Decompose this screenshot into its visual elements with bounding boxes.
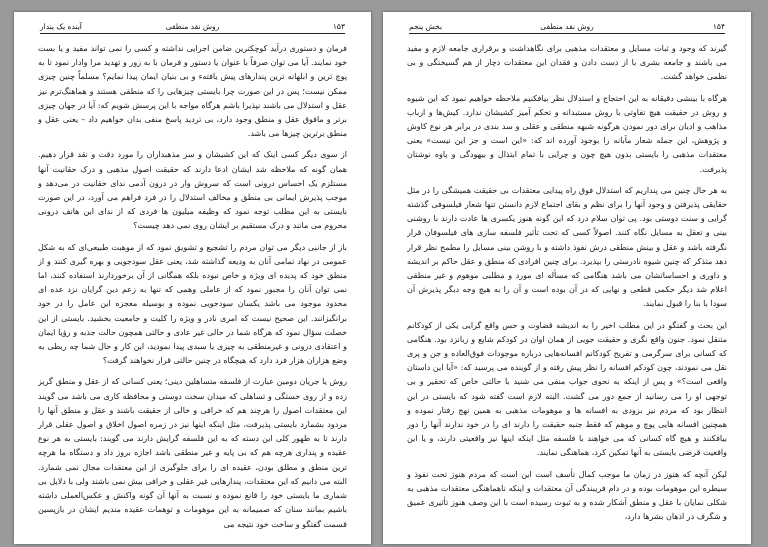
paragraph: از سوی دیگر کسی اینک که این کشیشان و سر مذهبداران را مورد دقت و نقد قرار دهیم. همان گونه که ملاحظه شد ایشان ادعا دارند که حقیقت اصول مذهبی و درک حقانیت آنها مستلزم یک احساس درونی است که سروش وار در درون آدمی ندای حقانیت در می‌دهد و موجب پذیرش ایمانی بی منطق و مخالف استدلال را در فرد فراهم می آورد، در این صورت بایستی به این مطلب توجه نمود که وظیفه میلیون ها فردی که از ندای این هاتف درونی محروم می مانند و درک مستقیم بر ایشان روی نمی دهد چیست؟	[38, 150, 347, 231]
right-page	[383, 12, 751, 544]
header-chapter-title: روش نقد منطقی	[165, 22, 220, 31]
page-body	[407, 42, 727, 536]
left-page	[14, 12, 371, 544]
paragraph: لیکن آنچه که هنوز در زمان ما موجب کمال تأسف است این است که مردم هنوز تحت نفوذ و سیطره این موهومات بوده و در دام فریبندگی آن معتقدات و اینکه ناهماهنگی معتقدات مذهبی به شکلی نمایان با عقل و منطق آشکار شده و به ثبوت رسیده است با این وصف هنوز تأثیری عمیق و شگرف در اذهان بشرها دارد،	[407, 469, 727, 522]
page-header	[40, 21, 345, 34]
paragraph: فرمان و دستوری درآید کوچکترین ضامن اجرایی نداشته و کسی را نمی تواند مفید و یا بست خود نمایند. آیا می توان صرفاً با عنوان یا دستور و فرمان با به زور و تهدید مرا وادار نمود تا به پوچ ترین و ابلهانه ترین پندارهای پیش یافتهء و بی بنیان ایمان پیدا نمایم؟ مسلماً چنین چیزی ممکن نیست؛ پس در این صورت چرا بایستی چیزهایی را که منطقی هستند و هماهنگ‌ترم نیز عقل و استدلال می باشند نپذیرا باشم هرگاه مواجه با این پرسش شویم که: آیا در جهان چیزی برتر و مافوق عقل و منطق وجود دارد، بی تردید پاسخ منفی بدان خواهیم داد – یعنی عقل و منطق برترین چیزها می باشد.	[38, 44, 347, 139]
page-number: ۱۵۴	[712, 22, 725, 31]
header-section-title: بخش پنجم	[409, 22, 443, 31]
header-book-title: آینده یک پندار	[40, 22, 82, 31]
page-body	[38, 42, 347, 536]
paragraph: به هر حال چنین می پنداریم که استدلال فوق راه پیدایی معتقدات بی حقیقت همیشگی را در مثل حقایقی پذیرفتن و وجود آنها را برای نظم و بقای اجتماع لازم دانستن تنها شعار فیلسوفی گذشته گرایی و سنت دوستی بود. پی توان سلام درد که این گونه هنوز یکسری ها عادت دارند با روشنی بینی و تعقل به مسایل نگاه کنند. اصولاً کسی که تحت تأثیر فلسفه سازی های فیلسوفان قرار نگرفته باشد و عقل و بینش منطقی درش نفوذ داشته و با روشن بینی مسایل را مطمح نظر قرار دهد متذکر که چنین شیوه نادرستی را بپذیرد. برای چنین افرادی که منطق و عقل حاکم بر اندیشه و داوری و احساساتشان می باشد هنگامی که مسأله ای مورد و مطلبی موهوم و غیر منطقی اعلام شد دیگر حکمی قطعی و نهایی که در آن بوده است و آن را به هیچ وجه دیگر پذیرش آن سودا با بنا را قبول نمایند.	[407, 185, 727, 309]
paragraph: هرگاه با بینشی دقیقانه به این احتجاج و استدلال نظر بیافکنیم ملاحظه خواهیم نمود که این شیوه و روش در حقیقت هیچ تفاوتی با روش مستبدانه و تحکم آمیز کشیشان ندارد. کیش‌ها و ارباب مذاهب و ادیان برای دور نمودن هرگونه شبهه منطقی و عقلی و سد بندی در برابر هر نوع کاوش و پژوهش، این جمله شعار مآبانه را بوجود آورده اند که: «این است و جز این نیست» یعنی معتقدات مذهبی را بایستی بدون هیچ چون و چرایی با تمام ابتذال و بیهودگی و یاوه نوشتان پذیرفت.	[407, 93, 727, 174]
page-header	[409, 21, 725, 34]
header-chapter-title: روش نقد منطقی	[540, 22, 594, 31]
paragraph: گیرند که وجود و ثبات مسایل و معتقدات مذهبی برای نگاهداشت و برقراری جامعه لازم و مفید می باشند و جامعه بشری با از دست دادن و فقدان این معتقدات دچار از هم گسیختگی و بی نظمی خواهد گشت.	[407, 44, 727, 82]
paragraph: روش یا جریان دومین عبارت از فلسفه متساهلین دینی؛ یعنی کسانی که از عقل و منطق گریز زده و از روی خستگی و تساهلی که میدان سخت دوستی و محافظه کاری می باشد می گویند این معتقدات اصول را هرچند هم که خرافی و خالی از حقیقت باشند و عقل و منطق آنها را مردود بشمارد بایستی پذیرفت، مثل اینکه اینها نیز در زمره اصول اخلاق و اصول عقلی قرار دارند تا به ظهور کلی این دسته که به این فلسفه گرایش دارند می گویند: بایستی به هر نوع عقیده و پنداری هرچه هم که بی پایه و غیر منطقی باشد اجازه بروز داد و دستگاه ما هرچه ترین منطق و مطلق بودن، عقیده ای را برای جلوگیری از این معتقدات مجال نمی شمارد. البته می دانیم که این معتقدات، پندارهایی غیر عقلی و خرافی بیش نمی باشند ولی با دلایل بی شماری ما بایستی خود را قانع نموده و نسبت به آنها آن گونه واکنش و عکس‌العملی داشته باشیم بمانند سنان که صمیمانه به این موهومات و توهمات عقیده مندیم ایشان در بازپسین قسمت گفتگو و ساخت خود نتیجه می	[38, 377, 347, 529]
paragraph: این بحث و گفتگو در این مطلب اخیر را به اندیشه قضاوت و حس واقع گرایی یکی از کودکانم متنقل نمود. جنون واقع نگری و حقیقت جویی از همان اوان در کودکم شایع و زبانزد بود. هنگامی که کسانی برای سرگرمی و تفریح کودکانم افسانه‌هایی درباره موجودات فوق‌العاده و جن و پری نقل می نمودند، چون کودکم افسانه را نظر پیش رفته و از گوینده می پرسید که: «آیا این داستان واقعی است؟» و پس از اینکه به نحوی جواب منفی می شنید با حالتی خاص که تحقیر و بی توجهی او را می رسانید از جمع دور می گشت. البته لازم است گفته شود که بایستی در این انتظار بود که مردم نیز بزودی به افسانه ها و موهومات مذهبی به همین نهج رفتار نموده و همچنین افسانه هایی پوچ و موهم که فقط جنبه حقیقت را دارند ای را در خود ندارند آنها را دور بیافکنند و هیچ گاه کسانی که می خواهند با فلسفه مثل اینکه اینها نیز واقعیتی دارند، و یا این واقعیت قرضی بایستی به آنها تمکین کرد، هماهنگی نمایند.	[407, 320, 727, 458]
paragraph: باز از جانبی دیگر می توان مردم را تشجیع و تشویق نمود که از موهبت طبیعی‌ای که به شکل عمومی در نهاد تمامی آنان به ودیعه گذاشته شد، یعنی عقل سودجویی و بهره گیری کنند و از منطق خود که پدیده ای ویژه و خاص نبوده بلکه همگانی از آن برخوردارند استفاده کنند، اما نمی توان آنان را مجبور نمود که از عاملی وهمی که تنها به زعم دین گرایان نزد عده ای محدود موجود می باشد یکسان سودجویی نموده و بوسیله معجزه این عامل را در خود برانگیزانند. این صحیح نیست که امری نادر و ویژه را کلیت و جامعیت بخشید. بایستی از این خصلت سؤال نمود که هرگاه شما در حالی غیر عادی و حالتی همچون حالت جذبه و رؤیا ایمان و اعتقادی درونی و غیرمنطقی به چیزی یا سبدی پیدا نمودید، این کار و حال شما چه ربطی به وضع هزاران هزار فرد دارد که هیچگاه در چنین حالتی قرار نخواهند گرفت؟	[38, 242, 347, 366]
page-number: ۱۵۳	[332, 22, 345, 31]
